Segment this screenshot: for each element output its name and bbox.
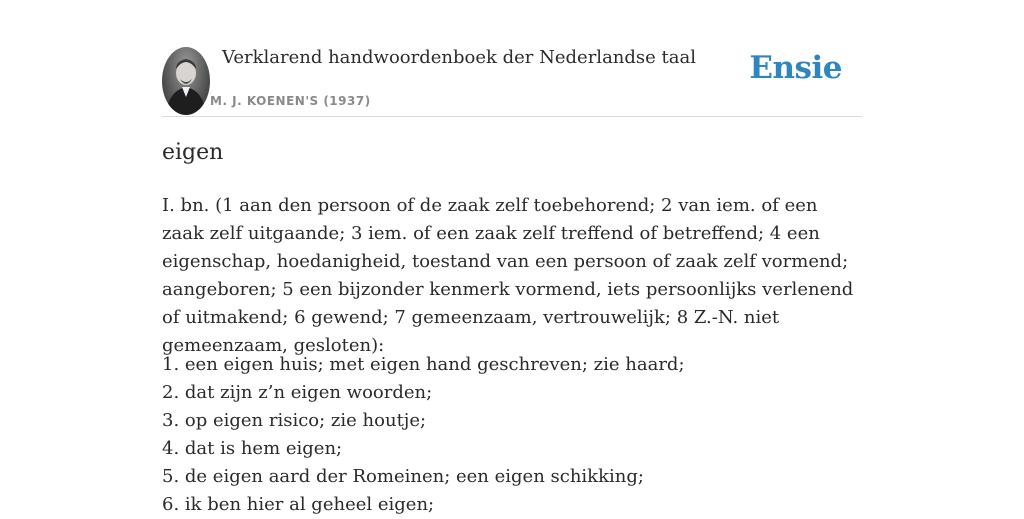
example-item: 5. de eigen aard der Romeinen; een eigen schikking; bbox=[162, 466, 644, 487]
book-title[interactable]: Verklarend handwoordenboek der Nederlandse taal bbox=[222, 47, 696, 68]
example-item: 1. een eigen huis; met eigen hand geschreven; zie haard; bbox=[162, 354, 685, 375]
example-item: 3. op eigen risico; zie houtje; bbox=[162, 410, 427, 431]
page bbox=[162, 0, 862, 515]
definition-text: I. bn. (1 aan den persoon of de zaak zelf toebehorend; 2 van iem. of een zaak zelf uitgaande; 3 iem. of een zaak zelf treffend of betreffend; 4 een eigenschap, hoedanigheid, toestand van een persoon of zaak zelf vormend; aangeboren; 5 een bijzonder kenmerk vormend, iets persoonlijks verlenend of uitmakend; 6 gewend; 7 gemeenzaam, vertrouwelijk; 8 Z.-N. niet gemeenzaam, gesloten): bbox=[162, 195, 854, 356]
example-item: 4. dat is hem eigen; bbox=[162, 438, 343, 459]
example-item: 2. dat zijn z’n eigen woorden; bbox=[162, 382, 433, 403]
ensie-logo[interactable]: Ensie bbox=[749, 50, 842, 86]
headword: eigen bbox=[162, 140, 224, 165]
book-author: M. J. KOENEN'S (1937) bbox=[210, 94, 371, 108]
examples-list bbox=[162, 351, 862, 519]
header bbox=[162, 46, 862, 117]
author-portrait-icon bbox=[162, 47, 210, 115]
example-item: 6. ik ben hier al geheel eigen; bbox=[162, 494, 435, 515]
